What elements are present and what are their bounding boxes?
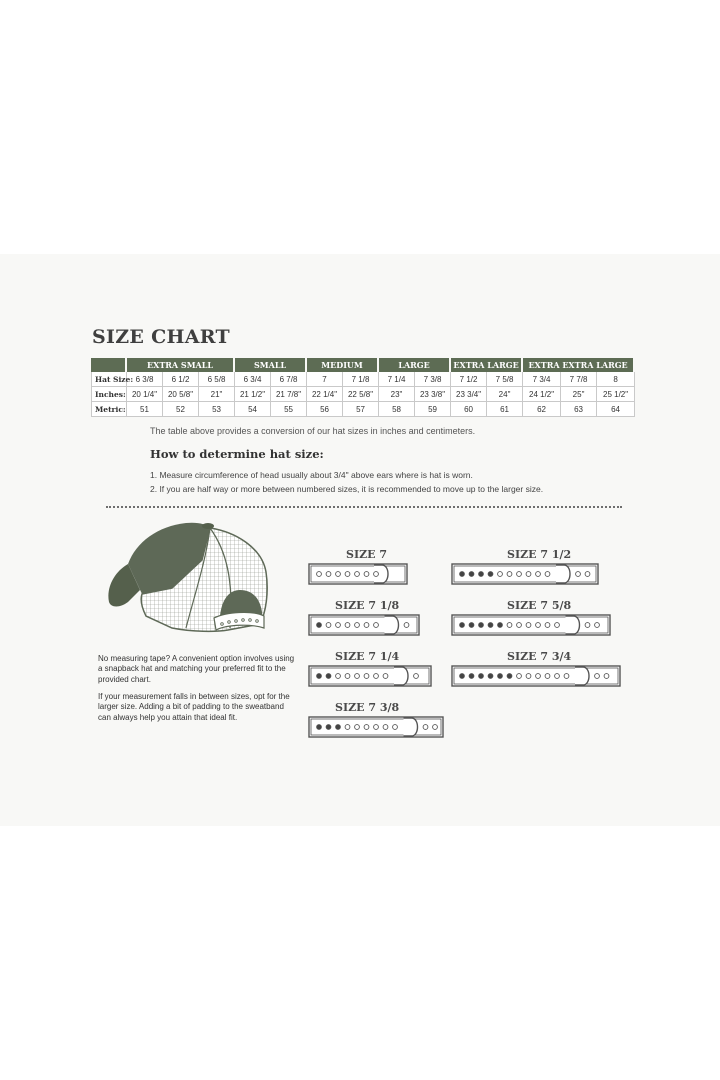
open-snap-hole [374,572,379,577]
table-cell: 21 7/8" [271,387,307,402]
table-cell: 24 1/2" [523,387,561,402]
open-snap-hole [585,572,590,577]
table-cell: 52 [163,402,199,417]
strap-label: SIZE 7 3/8 [335,701,400,714]
filled-snap-hole [488,572,493,577]
filled-snap-hole [460,674,465,679]
strap-tongue [556,565,570,583]
open-snap-hole [564,674,569,679]
open-snap-hole [345,725,350,730]
filled-snap-hole [336,725,341,730]
snap-strap [308,562,408,588]
table-cell: 20 5/8" [163,387,199,402]
table-row-metric [91,402,635,417]
table-cell: 21 1/2" [235,387,271,402]
table-cell: 53 [199,402,235,417]
group-header: EXTRA LARGE [451,358,523,372]
open-snap-hole [545,674,550,679]
open-snap-hole [423,725,428,730]
open-snap-hole [355,674,360,679]
table-cell: 56 [307,402,343,417]
filled-snap-hole [488,623,493,628]
open-snap-hole [364,572,369,577]
open-snap-hole [336,674,341,679]
table-cell: 6 3/4 [235,372,271,387]
tip-between-sizes: If your measurement falls in between sizes, opt for the larger size. Adding a bit of padding to the sweatband can always help you attain that ideal fit. [98,692,290,722]
snapback-cap-illustration [106,520,272,640]
table-cell: 57 [343,402,379,417]
open-snap-hole [414,674,419,679]
open-snap-hole [604,674,609,679]
open-snap-hole [317,572,322,577]
table-cell: 22 1/4" [307,387,343,402]
table-cell: 7 7/8 [561,372,597,387]
row-label: Metric: [91,402,127,417]
filled-snap-hole [326,674,331,679]
howto-steps [150,468,543,496]
strap-tongue [394,667,408,685]
strap-size-7-3-8 [308,701,444,741]
open-snap-hole [517,572,522,577]
strap-tongue [566,616,580,634]
snap-strap [451,664,621,690]
table-cell: 58 [379,402,415,417]
table-cell: 22 5/8" [343,387,379,402]
strap-label: SIZE 7 1/4 [335,650,400,663]
table-cell: 7 5/8 [487,372,523,387]
table-cell: 6 5/8 [199,372,235,387]
filled-snap-hole [498,674,503,679]
open-snap-hole [336,623,341,628]
row-label: Inches: [91,387,127,402]
open-snap-hole [507,572,512,577]
open-snap-hole [595,623,600,628]
open-snap-hole [555,674,560,679]
strap-size-7-3-4 [451,650,621,690]
open-snap-hole [517,674,522,679]
open-snap-hole [545,572,550,577]
howto-step: 2. If you are half way or more between numbered sizes, it is recommended to move up to the larger size. [150,484,544,494]
open-snap-hole [433,725,438,730]
table-cell: 7 1/8 [343,372,379,387]
open-snap-hole [498,572,503,577]
table-cell: 23 3/8" [415,387,451,402]
table-cell: 54 [235,402,271,417]
howto-heading: How to determine hat size: [150,447,324,461]
table-cell: 59 [415,402,451,417]
open-snap-hole [393,725,398,730]
table-cell: 23" [379,387,415,402]
table-cell: 64 [597,402,635,417]
table-cell: 8 [597,372,635,387]
dotted-divider [106,506,622,508]
open-snap-hole [326,572,331,577]
table-cell: 7 [307,372,343,387]
table-cell: 7 3/8 [415,372,451,387]
group-header: EXTRA SMALL [127,358,235,372]
filled-snap-hole [469,674,474,679]
table-cell: 61 [487,402,523,417]
open-snap-hole [345,572,350,577]
table-cell: 6 3/8 [127,372,163,387]
strap-size-7-1-4 [308,650,432,690]
open-snap-hole [336,572,341,577]
strap-size-7-5-8 [451,599,611,639]
open-snap-hole [517,623,522,628]
open-snap-hole [404,623,409,628]
group-header: SMALL [235,358,307,372]
open-snap-hole [526,674,531,679]
filled-snap-hole [479,572,484,577]
table-cell: 6 7/8 [271,372,307,387]
table-cell: 62 [523,402,561,417]
open-snap-hole [507,623,512,628]
strap-label: SIZE 7 1/8 [335,599,400,612]
filled-snap-hole [460,572,465,577]
open-snap-hole [536,674,541,679]
strap-label: SIZE 7 3/4 [507,650,572,663]
table-cell: 55 [271,402,307,417]
filled-snap-hole [317,623,322,628]
snap-strap [308,664,432,690]
table-cell: 20 1/4" [127,387,163,402]
table-cell: 7 3/4 [523,372,561,387]
open-snap-hole [526,572,531,577]
open-snap-hole [326,623,331,628]
open-snap-hole [545,623,550,628]
open-snap-hole [383,725,388,730]
table-row-hat-size [91,372,635,387]
filled-snap-hole [326,725,331,730]
open-snap-hole [526,623,531,628]
table-cell: 24" [487,387,523,402]
strap-size-7 [308,548,408,588]
snap-strap [308,715,444,741]
open-snap-hole [364,725,369,730]
open-snap-hole [536,623,541,628]
table-cell: 25 1/2" [597,387,635,402]
table-cell: 6 1/2 [163,372,199,387]
group-header: LARGE [379,358,451,372]
size-group-header-row [91,358,635,372]
open-snap-hole [364,623,369,628]
table-cell: 51 [127,402,163,417]
table-cell: 63 [561,402,597,417]
open-snap-hole [374,674,379,679]
filled-snap-hole [488,674,493,679]
howto-step: 1. Measure circumference of head usually about 3/4" above ears where is hat is worn. [150,470,473,480]
open-snap-hole [374,623,379,628]
filled-snap-hole [479,674,484,679]
strap-tongue [404,718,418,736]
snap-strap [451,562,599,588]
tip-no-tape: No measuring tape? A convenient option involves using a snapback hat and matching your preferred fit to the provided chart. [98,654,295,684]
strap-size-7-1-8 [308,599,420,639]
open-snap-hole [355,572,360,577]
table-cell: 60 [451,402,487,417]
table-cell: 21" [199,387,235,402]
group-header: MEDIUM [307,358,379,372]
table-cell: 23 3/4" [451,387,487,402]
filled-snap-hole [469,623,474,628]
filled-snap-hole [479,623,484,628]
strap-size-7-1-2 [451,548,599,588]
open-snap-hole [364,674,369,679]
strap-tongue [575,667,589,685]
header-corner [91,358,127,372]
open-snap-hole [374,725,379,730]
open-snap-hole [585,623,590,628]
snap-strap [451,613,611,639]
filled-snap-hole [317,725,322,730]
group-header: EXTRA EXTRA LARGE [523,358,635,372]
size-table [91,358,635,417]
filled-snap-hole [460,623,465,628]
filled-snap-hole [498,623,503,628]
open-snap-hole [383,674,388,679]
table-cell: 7 1/2 [451,372,487,387]
open-snap-hole [576,572,581,577]
row-label: Hat Size: [91,372,127,387]
strap-tongue [385,616,399,634]
table-cell: 25" [561,387,597,402]
open-snap-hole [595,674,600,679]
open-snap-hole [345,674,350,679]
filled-snap-hole [507,674,512,679]
open-snap-hole [355,623,360,628]
open-snap-hole [555,623,560,628]
strap-label: SIZE 7 5/8 [507,599,572,612]
open-snap-hole [345,623,350,628]
filled-snap-hole [317,674,322,679]
open-snap-hole [536,572,541,577]
page-title: SIZE CHART [92,326,230,348]
strap-label: SIZE 7 1/2 [507,548,572,561]
table-cell: 7 1/4 [379,372,415,387]
strap-label: SIZE 7 [346,548,387,561]
filled-snap-hole [469,572,474,577]
open-snap-hole [355,725,360,730]
snap-strap [308,613,420,639]
table-row-inches [91,387,635,402]
table-note: The table above provides a conversion of our hat sizes in inches and centimeters. [150,426,476,436]
